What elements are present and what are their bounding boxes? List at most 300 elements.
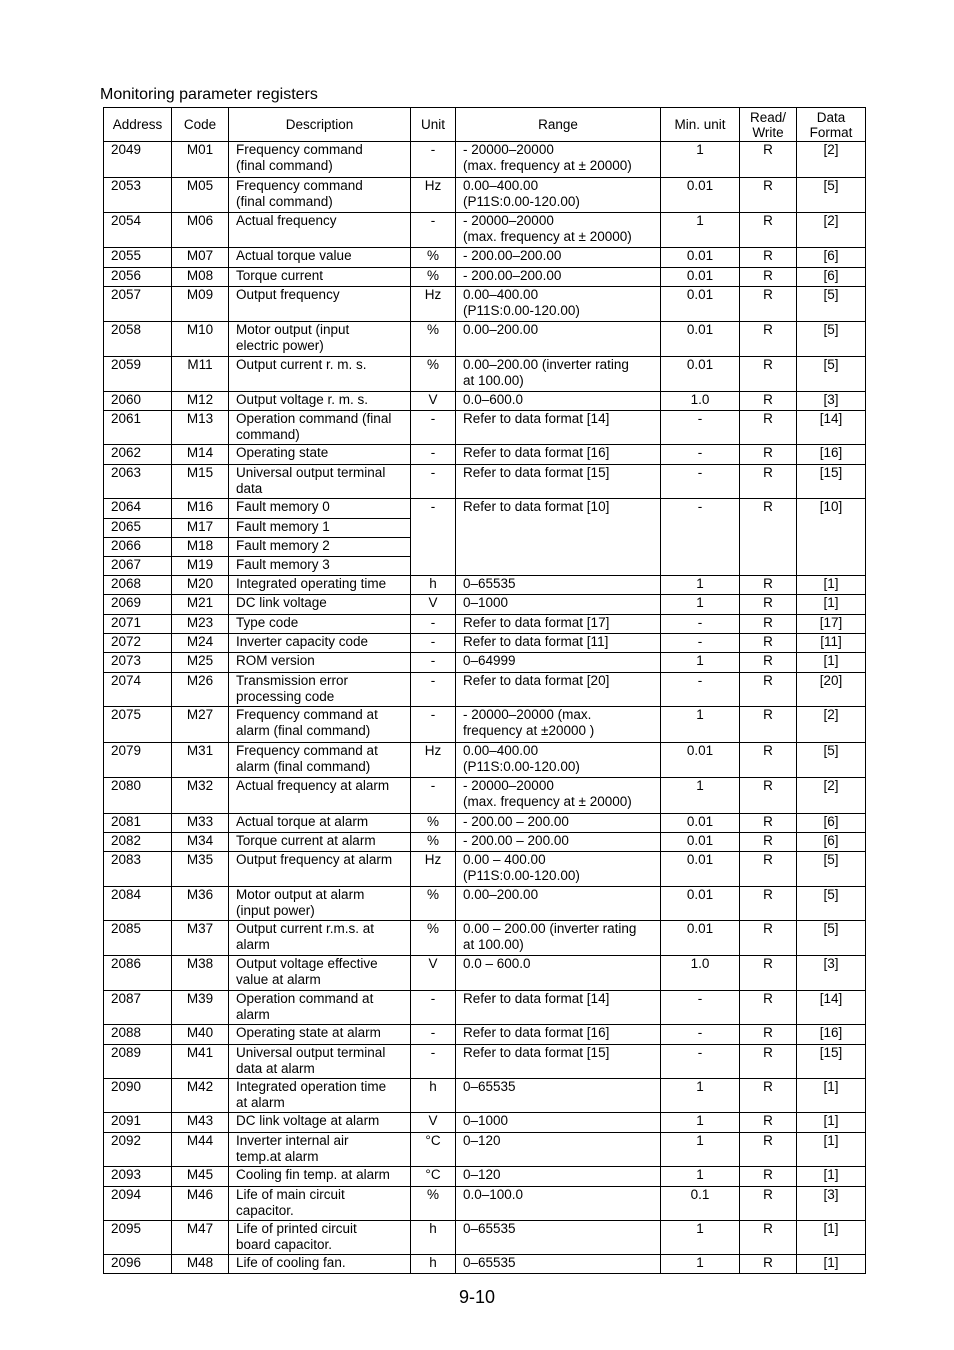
cell-data-format: [2] [797,142,866,178]
cell-read-write: R [740,653,797,673]
table-row [104,707,866,743]
cell-code: M18 [172,538,229,557]
cell-address: 2066 [104,538,172,557]
cell-address: 2083 [104,852,172,887]
cell-range: 0.00–400.00 (P11S:0.00-120.00) [456,287,661,322]
table-row [104,887,866,921]
cell-code: M14 [172,445,229,465]
table-row [104,1221,866,1255]
cell-range: 0–1000 [456,1113,661,1133]
cell-data-format: [11] [797,634,866,653]
cell-unit: - [411,411,456,445]
cell-code: M05 [172,178,229,213]
cell-data-format: [2] [797,707,866,743]
cell-read-write: R [740,357,797,392]
cell-read-write: R [740,595,797,615]
cell-min-unit: - [661,465,740,499]
cell-read-write: R [740,1133,797,1167]
cell-range: Refer to data format [17] [456,615,661,634]
cell-min-unit: - [661,634,740,653]
cell-unit: V [411,392,456,411]
cell-code: M10 [172,322,229,357]
header-address: Address [104,108,172,142]
cell-data-format: [5] [797,322,866,357]
cell-min-unit: 0.01 [661,852,740,887]
cell-description: Actual torque at alarm [229,814,411,833]
cell-code: M20 [172,576,229,595]
cell-unit: % [411,887,456,921]
header-data-format: Data Format [797,108,866,142]
cell-range: Refer to data format [10] [456,499,661,576]
cell-unit: - [411,1025,456,1045]
cell-code: M17 [172,519,229,538]
cell-address: 2061 [104,411,172,445]
cell-read-write: R [740,673,797,707]
cell-range: 0–65535 [456,1079,661,1113]
cell-description: Operation command at alarm [229,991,411,1025]
cell-read-write: R [740,248,797,268]
cell-data-format: [5] [797,287,866,322]
cell-unit: h [411,1255,456,1274]
cell-description: Actual frequency at alarm [229,778,411,814]
cell-read-write: R [740,852,797,887]
cell-min-unit: 0.01 [661,833,740,852]
cell-range: Refer to data format [20] [456,673,661,707]
cell-min-unit: 1.0 [661,956,740,991]
cell-description: Universal output terminal data [229,465,411,499]
cell-description: DC link voltage at alarm [229,1113,411,1133]
cell-address: 2092 [104,1133,172,1167]
cell-read-write: R [740,287,797,322]
cell-unit: - [411,653,456,673]
cell-address: 2071 [104,615,172,634]
cell-data-format: [1] [797,1167,866,1187]
cell-min-unit: 1 [661,142,740,178]
cell-code: M41 [172,1045,229,1079]
cell-range: 0–1000 [456,595,661,615]
cell-description: Motor output at alarm (input power) [229,887,411,921]
cell-read-write: R [740,743,797,778]
cell-code: M32 [172,778,229,814]
cell-data-format: [1] [797,1255,866,1274]
table-row [104,576,866,595]
cell-unit: h [411,1221,456,1255]
table-header-row [104,108,866,142]
table-row [104,213,866,248]
cell-data-format: [5] [797,357,866,392]
cell-data-format: [3] [797,1187,866,1221]
cell-data-format: [1] [797,653,866,673]
cell-data-format: [20] [797,673,866,707]
cell-read-write: R [740,465,797,499]
cell-range: 0.0 – 600.0 [456,956,661,991]
cell-read-write: R [740,921,797,956]
cell-read-write: R [740,833,797,852]
cell-data-format: [6] [797,248,866,268]
cell-code: M01 [172,142,229,178]
table-row [104,248,866,268]
table-row [104,991,866,1025]
cell-range: Refer to data format [16] [456,445,661,465]
cell-description: Operation command (final command) [229,411,411,445]
cell-code: M48 [172,1255,229,1274]
cell-code: M31 [172,743,229,778]
table-row [104,814,866,833]
cell-min-unit: - [661,991,740,1025]
cell-range: - 20000–20000 (max. frequency at ± 20000) [456,213,661,248]
cell-min-unit: 1 [661,595,740,615]
cell-address: 2080 [104,778,172,814]
cell-description: Output current r. m. s. [229,357,411,392]
cell-data-format: [1] [797,1113,866,1133]
cell-range: Refer to data format [15] [456,465,661,499]
cell-min-unit: 0.01 [661,322,740,357]
cell-read-write: R [740,1221,797,1255]
cell-data-format: [17] [797,615,866,634]
cell-description: Life of main circuit capacitor. [229,1187,411,1221]
cell-description: ROM version [229,653,411,673]
cell-range: 0.00–200.00 [456,322,661,357]
cell-range: - 200.00 – 200.00 [456,814,661,833]
cell-code: M45 [172,1167,229,1187]
cell-min-unit: - [661,1045,740,1079]
cell-unit: % [411,833,456,852]
cell-address: 2072 [104,634,172,653]
cell-read-write: R [740,576,797,595]
cell-min-unit: 1 [661,1167,740,1187]
cell-min-unit: 1 [661,576,740,595]
cell-data-format: [5] [797,178,866,213]
cell-code: M36 [172,887,229,921]
cell-code: M25 [172,653,229,673]
cell-description: Frequency command at alarm (final command) [229,707,411,743]
cell-read-write: R [740,1113,797,1133]
cell-code: M44 [172,1133,229,1167]
table-row [104,357,866,392]
cell-address: 2059 [104,357,172,392]
cell-unit: - [411,465,456,499]
cell-code: M19 [172,557,229,576]
cell-address: 2064 [104,499,172,519]
cell-data-format: [14] [797,991,866,1025]
cell-address: 2058 [104,322,172,357]
cell-min-unit: 0.01 [661,743,740,778]
cell-min-unit: 0.01 [661,921,740,956]
table-row [104,956,866,991]
cell-min-unit: 1 [661,653,740,673]
cell-data-format: [16] [797,445,866,465]
cell-unit: Hz [411,178,456,213]
cell-description: DC link voltage [229,595,411,615]
table-row [104,1079,866,1113]
table-row [104,465,866,499]
cell-description: Fault memory 0 [229,499,411,519]
cell-address: 2063 [104,465,172,499]
cell-description: Integrated operation time at alarm [229,1079,411,1113]
cell-data-format: [10] [797,499,866,576]
cell-description: Fault memory 2 [229,538,411,557]
cell-range: 0.00 – 400.00 (P11S:0.00-120.00) [456,852,661,887]
cell-description: Actual frequency [229,213,411,248]
cell-address: 2068 [104,576,172,595]
cell-description: Inverter capacity code [229,634,411,653]
cell-min-unit: 1 [661,1079,740,1113]
cell-address: 2087 [104,991,172,1025]
cell-range: - 200.00 – 200.00 [456,833,661,852]
cell-read-write: R [740,1167,797,1187]
cell-code: M08 [172,268,229,287]
cell-data-format: [3] [797,956,866,991]
cell-min-unit: 0.1 [661,1187,740,1221]
cell-code: M15 [172,465,229,499]
cell-range: 0.0–600.0 [456,392,661,411]
cell-address: 2062 [104,445,172,465]
cell-range: Refer to data format [14] [456,991,661,1025]
cell-unit: - [411,445,456,465]
cell-code: M23 [172,615,229,634]
cell-unit: h [411,1079,456,1113]
cell-code: M46 [172,1187,229,1221]
cell-read-write: R [740,213,797,248]
cell-read-write: R [740,814,797,833]
table-row [104,499,866,519]
cell-code: M38 [172,956,229,991]
cell-range: 0–65535 [456,576,661,595]
cell-read-write: R [740,634,797,653]
cell-unit: - [411,213,456,248]
cell-range: 0–65535 [456,1255,661,1274]
cell-description: Motor output (input electric power) [229,322,411,357]
table-row [104,673,866,707]
cell-code: M43 [172,1113,229,1133]
page-title: Monitoring parameter registers [100,86,318,103]
cell-data-format: [1] [797,1221,866,1255]
cell-unit: - [411,1045,456,1079]
cell-code: M33 [172,814,229,833]
table-row [104,833,866,852]
cell-address: 2093 [104,1167,172,1187]
table-row [104,445,866,465]
cell-min-unit: 1 [661,1133,740,1167]
cell-data-format: [14] [797,411,866,445]
cell-address: 2090 [104,1079,172,1113]
table-row [104,1187,866,1221]
cell-read-write: R [740,1025,797,1045]
cell-data-format: [16] [797,1025,866,1045]
cell-description: Cooling fin temp. at alarm [229,1167,411,1187]
cell-min-unit: - [661,411,740,445]
cell-code: M39 [172,991,229,1025]
cell-read-write: R [740,707,797,743]
cell-data-format: [1] [797,595,866,615]
cell-data-format: [5] [797,887,866,921]
cell-unit: % [411,248,456,268]
cell-code: M07 [172,248,229,268]
cell-range: 0–120 [456,1167,661,1187]
cell-description: Life of printed circuit board capacitor. [229,1221,411,1255]
cell-data-format: [15] [797,1045,866,1079]
cell-unit: - [411,615,456,634]
cell-description: Output frequency at alarm [229,852,411,887]
cell-read-write: R [740,1255,797,1274]
table-row [104,921,866,956]
cell-min-unit: - [661,445,740,465]
cell-range: 0–120 [456,1133,661,1167]
cell-read-write: R [740,991,797,1025]
cell-range: - 20000–20000 (max. frequency at ± 20000) [456,778,661,814]
cell-code: M35 [172,852,229,887]
table-row [104,268,866,287]
cell-unit: h [411,576,456,595]
cell-description: Universal output terminal data at alarm [229,1045,411,1079]
cell-data-format: [6] [797,268,866,287]
cell-unit: - [411,499,456,576]
cell-min-unit: 1 [661,707,740,743]
cell-description: Frequency command (final command) [229,142,411,178]
cell-data-format: [5] [797,743,866,778]
cell-address: 2054 [104,213,172,248]
cell-address: 2084 [104,887,172,921]
cell-description: Fault memory 1 [229,519,411,538]
cell-code: M13 [172,411,229,445]
cell-range: 0.00 – 200.00 (inverter rating at 100.00) [456,921,661,956]
cell-min-unit: 0.01 [661,887,740,921]
cell-range: - 20000–20000 (max. frequency at ± 20000) [456,142,661,178]
cell-data-format: [1] [797,1079,866,1113]
header-min-unit: Min. unit [661,108,740,142]
table-row [104,653,866,673]
cell-description: Frequency command at alarm (final command) [229,743,411,778]
cell-unit: Hz [411,287,456,322]
cell-code: M12 [172,392,229,411]
cell-read-write: R [740,1079,797,1113]
cell-data-format: [1] [797,1133,866,1167]
table-row [104,634,866,653]
cell-read-write: R [740,778,797,814]
cell-code: M42 [172,1079,229,1113]
cell-range: 0.0–100.0 [456,1187,661,1221]
cell-description: Fault memory 3 [229,557,411,576]
cell-read-write: R [740,1187,797,1221]
header-description: Description [229,108,411,142]
cell-description: Life of cooling fan. [229,1255,411,1274]
cell-unit: % [411,921,456,956]
cell-address: 2081 [104,814,172,833]
cell-code: M40 [172,1025,229,1045]
cell-range: Refer to data format [15] [456,1045,661,1079]
table-row [104,411,866,445]
cell-min-unit: 1 [661,1221,740,1255]
cell-address: 2060 [104,392,172,411]
cell-data-format: [6] [797,833,866,852]
cell-address: 2053 [104,178,172,213]
cell-range: Refer to data format [11] [456,634,661,653]
cell-address: 2095 [104,1221,172,1255]
cell-description: Output voltage r. m. s. [229,392,411,411]
cell-min-unit: 0.01 [661,287,740,322]
cell-unit: - [411,778,456,814]
cell-unit: Hz [411,852,456,887]
cell-address: 2065 [104,519,172,538]
cell-min-unit: - [661,1025,740,1045]
cell-address: 2055 [104,248,172,268]
table-row [104,1133,866,1167]
table-row [104,1167,866,1187]
cell-read-write: R [740,142,797,178]
cell-code: M27 [172,707,229,743]
cell-unit: - [411,707,456,743]
cell-address: 2094 [104,1187,172,1221]
cell-read-write: R [740,615,797,634]
cell-address: 2085 [104,921,172,956]
cell-range: 0.00–200.00 [456,887,661,921]
cell-unit: % [411,357,456,392]
table-row [104,1045,866,1079]
cell-unit: % [411,814,456,833]
cell-description: Output voltage effective value at alarm [229,956,411,991]
cell-description: Type code [229,615,411,634]
cell-address: 2069 [104,595,172,615]
cell-address: 2088 [104,1025,172,1045]
cell-data-format: [5] [797,852,866,887]
cell-range: 0.00–400.00 (P11S:0.00-120.00) [456,743,661,778]
cell-description: Operating state [229,445,411,465]
cell-read-write: R [740,499,797,576]
table-body [104,142,866,1274]
cell-code: M09 [172,287,229,322]
cell-read-write: R [740,178,797,213]
cell-code: M24 [172,634,229,653]
page-number-text: 9-10 [458,1287,496,1307]
page-number [0,1287,954,1308]
cell-description: Inverter internal air temp.at alarm [229,1133,411,1167]
table-row [104,743,866,778]
cell-address: 2096 [104,1255,172,1274]
cell-unit: V [411,956,456,991]
table-row [104,1025,866,1045]
table-row [104,595,866,615]
table-row [104,1255,866,1274]
cell-address: 2074 [104,673,172,707]
cell-min-unit: - [661,499,740,576]
cell-address: 2089 [104,1045,172,1079]
table-row [104,615,866,634]
cell-unit: °C [411,1133,456,1167]
cell-unit: V [411,1113,456,1133]
cell-address: 2075 [104,707,172,743]
cell-range: Refer to data format [14] [456,411,661,445]
table-row [104,778,866,814]
cell-unit: - [411,142,456,178]
cell-address: 2067 [104,557,172,576]
cell-read-write: R [740,887,797,921]
cell-data-format: [1] [797,576,866,595]
cell-min-unit: - [661,615,740,634]
cell-min-unit: 0.01 [661,357,740,392]
cell-read-write: R [740,1045,797,1079]
cell-min-unit: 1 [661,1113,740,1133]
cell-read-write: R [740,322,797,357]
cell-range: 0.00–400.00 (P11S:0.00-120.00) [456,178,661,213]
cell-unit: V [411,595,456,615]
header-range: Range [456,108,661,142]
header-read-write: Read/ Write [740,108,797,142]
cell-address: 2057 [104,287,172,322]
cell-unit: Hz [411,743,456,778]
cell-code: M37 [172,921,229,956]
cell-read-write: R [740,445,797,465]
cell-code: M47 [172,1221,229,1255]
